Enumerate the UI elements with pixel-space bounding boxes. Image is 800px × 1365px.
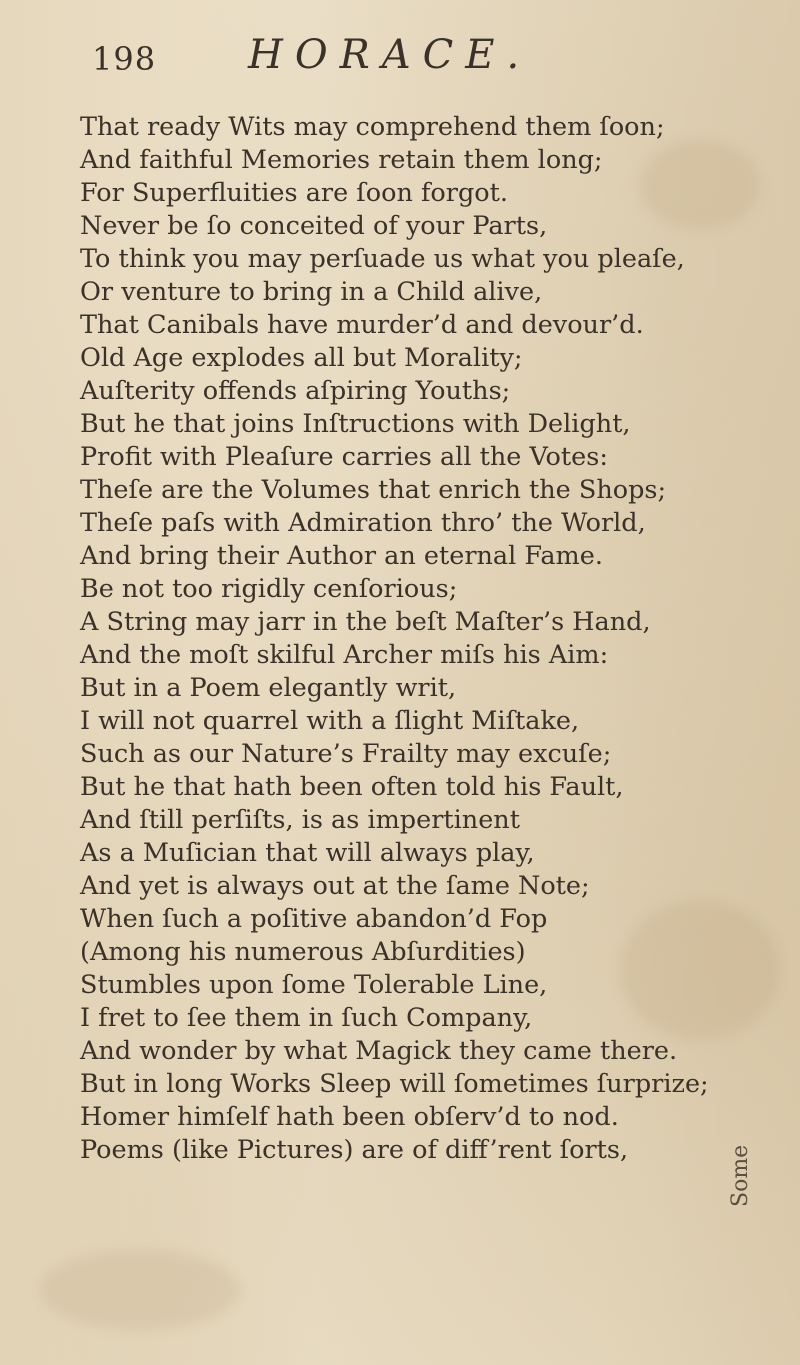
verse-line: For Superfluities are ſoon forgot. xyxy=(80,178,508,208)
paper-stain xyxy=(40,1250,240,1330)
verse-line: Poems (like Pictures) are of diff’rent ſorts, xyxy=(80,1135,629,1165)
page-header xyxy=(0,18,800,78)
verse-line: Never be ſo conceited of your Parts, xyxy=(80,211,548,241)
verse-line: But he that hath been often told his Fault, xyxy=(80,772,624,802)
verse-line: Or venture to bring in a Child alive, xyxy=(80,277,543,307)
verse-line: And the moſt skilful Archer miſs his Aim: xyxy=(80,640,609,670)
verse-line: And faithful Memories retain them long; xyxy=(80,145,603,175)
verse-line: Homer himſelf hath been obſerv’d to nod. xyxy=(80,1102,619,1132)
verse-line: I will not quarrel with a ſlight Miſtake, xyxy=(80,706,580,736)
verse-line: I fret to ſee them in ſuch Company, xyxy=(80,1003,533,1033)
verse-line: To think you may perſuade us what you pleaſe, xyxy=(80,244,685,274)
verse-line: Auſterity offends aſpiring Youths; xyxy=(80,376,511,406)
verse-line: And wonder by what Magick they came there. xyxy=(80,1036,678,1066)
verse-line: That Canibals have murder’d and devour’d. xyxy=(80,310,644,340)
verse-line: When ſuch a poſitive abandon’d Fop xyxy=(80,904,548,934)
verse-line: But he that joins Inſtructions with Delight, xyxy=(80,409,631,439)
verse-line: Such as our Nature’s Frailty may excuſe; xyxy=(80,739,612,769)
verse-line: That ready Wits may comprehend them ſoon; xyxy=(80,112,665,142)
verse-line: (Among his numerous Abſurdities) xyxy=(80,937,526,967)
running-head: HORACE. xyxy=(248,32,532,78)
verse-line: Be not too rigidly cenſorious; xyxy=(80,574,458,604)
paper-stain xyxy=(620,900,780,1040)
verse-line: But in a Poem elegantly writ, xyxy=(80,673,457,703)
verse-line: Profit with Pleaſure carries all the Votes: xyxy=(80,442,608,472)
verse-line: Theſe paſs with Admiration thro’ the World, xyxy=(80,508,646,538)
verse-line: And ſtill perſiſts, is as impertinent xyxy=(80,805,520,835)
verse-line: Theſe are the Volumes that enrich the Shops; xyxy=(80,475,667,505)
verse-line: And bring their Author an eternal Fame. xyxy=(80,541,603,571)
catchword: Some xyxy=(728,1144,753,1207)
verse-line: As a Muſician that will always play, xyxy=(80,838,535,868)
verse-line: But in long Works Sleep will ſometimes ſurprize; xyxy=(80,1069,709,1099)
verse-line: A String may jarr in the beſt Maſter’s Hand, xyxy=(80,607,651,637)
paper-stain xyxy=(640,140,760,230)
verse-line: Stumbles upon ſome Tolerable Line, xyxy=(80,970,548,1000)
verse-line: Old Age explodes all but Morality; xyxy=(80,343,523,373)
page-number: 198 xyxy=(92,40,157,78)
verse-line: And yet is always out at the ſame Note; xyxy=(80,871,590,901)
